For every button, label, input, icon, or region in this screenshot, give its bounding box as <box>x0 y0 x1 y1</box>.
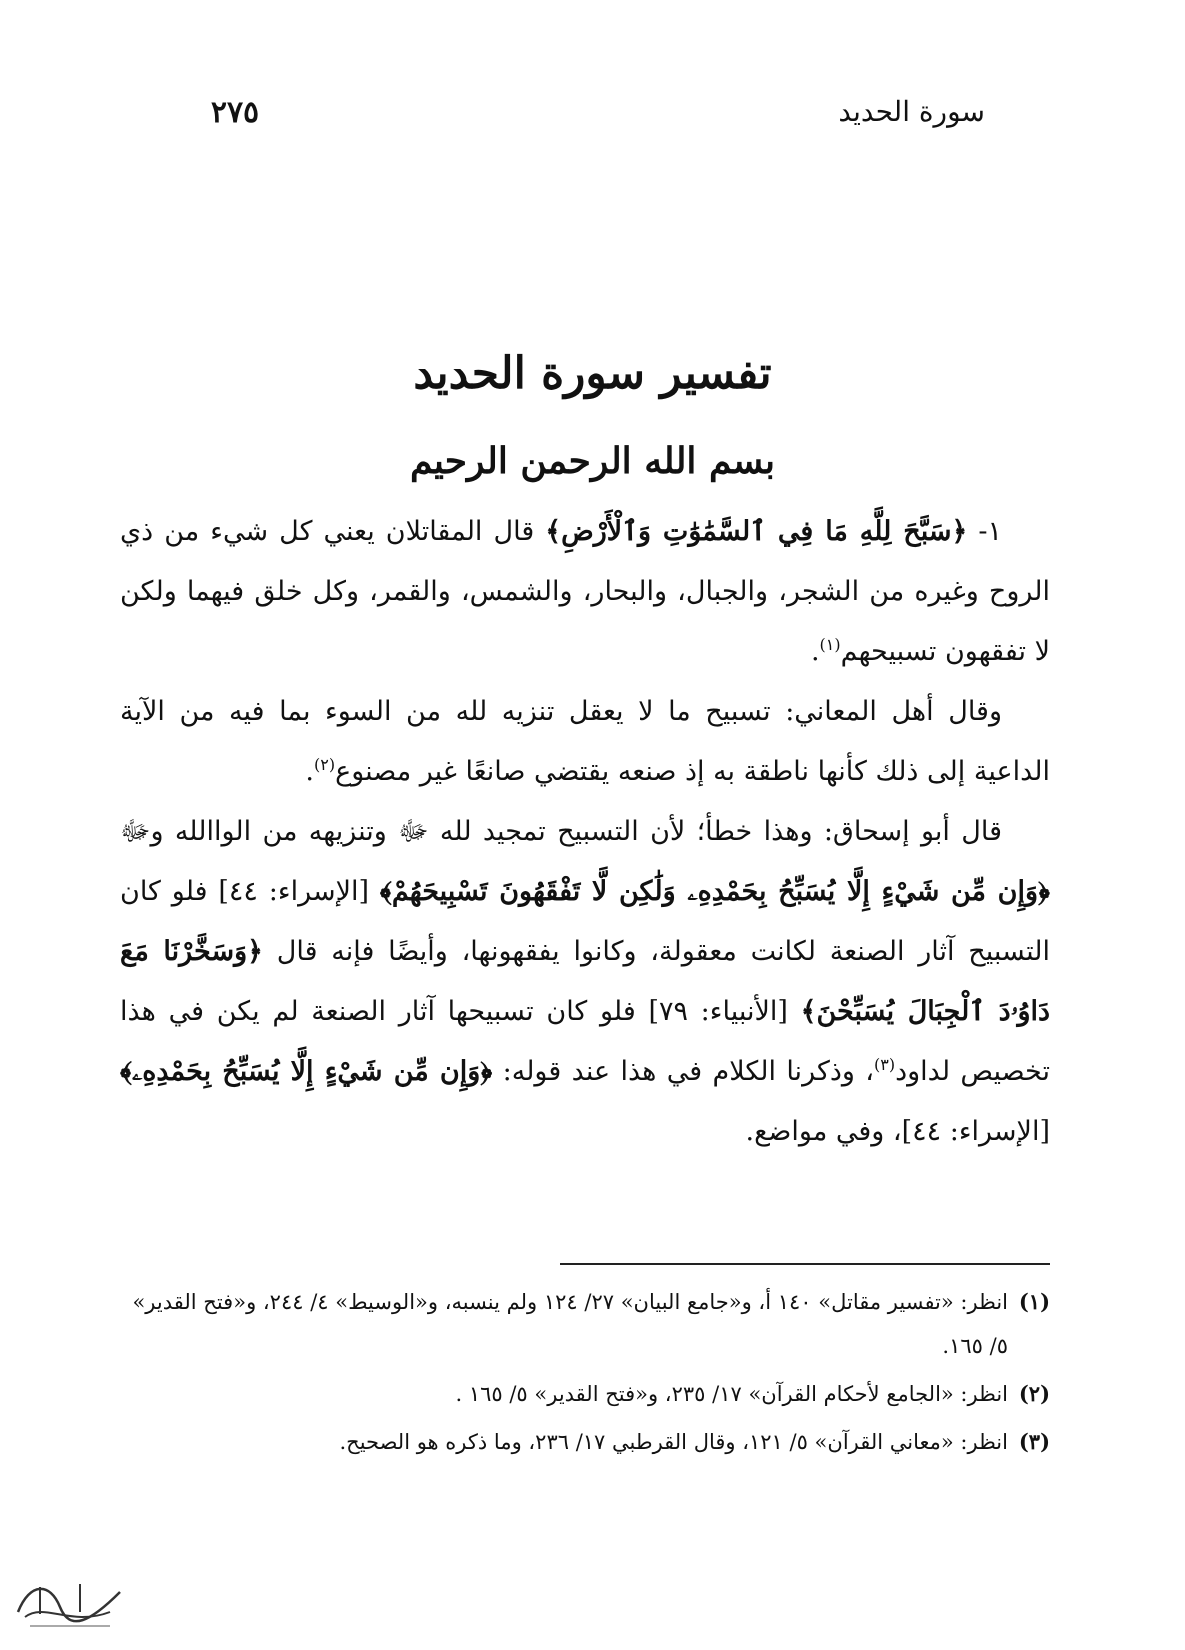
basmala: بسم الله الرحمن الرحيم <box>409 440 776 482</box>
running-header-surah: سورة الحديد <box>838 95 985 128</box>
footnote-number: (٣) <box>1018 1429 1050 1454</box>
verse-number: ١- <box>967 516 1002 547</box>
footnote-text: انظر: «الجامع لأحكام القرآن» ١٧/ ٢٣٥، و«فتح القدير» ٥/ ١٦٥ . <box>455 1382 1008 1406</box>
quran-verse: ﴿وَإِن مِّن شَيْءٍ إِلَّا يُسَبِّحُ بِحَمْدِهِۦ وَلَٰكِن لَّا تَفْقَهُونَ تَسْبِيحَهُمْ﴾ <box>379 876 1050 907</box>
paragraph-end: . <box>305 756 314 787</box>
paragraph-text: [الإسراء: ٤٤] فلو كان التسبيح آثار الصنعة لكانت معقولة، وكانوا يفقهونها، وأيضًا فإنه قال <box>120 876 1050 967</box>
footnote-separator <box>560 1263 1050 1265</box>
paragraph-end: . <box>810 636 820 667</box>
paragraph-text: ، وذكرنا الكلام في هذا عند قوله: <box>492 1056 874 1087</box>
quran-verse: ﴿وَسَخَّرْنَا مَعَ دَاوُۥدَ ٱلْجِبَالَ يُسَبِّحْنَ﴾ <box>120 936 1051 1027</box>
quran-verse: ﴿وَإِن مِّن شَيْءٍ إِلَّا يُسَبِّحُ بِحَمْدِهِۦ﴾ <box>120 1056 493 1087</box>
paragraph-2 <box>120 682 1050 802</box>
library-logo-watermark <box>10 1572 130 1632</box>
paragraph-text: قال المقاتلان يعني كل شيء من ذي الروح وغيره من الشجر، والجبال، والبحار، والشمس، والقمر، وكل خلق فيهما ولكن لا تفقهون تسبيحهم <box>120 516 1050 667</box>
paragraph-text: [الإسراء: ٤٤]، وفي مواضع. <box>745 1116 1050 1147</box>
footnote-ref: (٢) <box>313 755 336 774</box>
footnote-number: (١) <box>1018 1289 1050 1314</box>
main-text <box>120 502 1050 1162</box>
footnote-ref: (١) <box>819 635 841 654</box>
footnote-ref: (٣) <box>873 1055 896 1074</box>
paragraph-text: [الأنبياء: ٧٩] فلو كان تسبيحها آثار الصنعة لم يكن في هذا تخصيص لداود <box>120 996 1050 1087</box>
footnote-text: انظر: «تفسير مقاتل» ١٤٠ أ، و«جامع البيان» ٢٧/ ١٢٤ ولم ينسبه، و«الوسيط» ٤/ ٢٤٤، و«فتح القدير» ٥/ ١٦٥. <box>132 1290 1008 1358</box>
paragraph-text: وقال أهل المعاني: تسبيح ما لا يعقل تنزيه لله من السوء بما فيه من الآية الداعية إلى ذلك كأنها ناطقة به إذ صنعه يقتضي صانعًا غير مصنوع <box>120 696 1050 787</box>
footnote-number: (٢) <box>1018 1381 1050 1406</box>
page-number: ٢٧٥ <box>210 95 260 130</box>
paragraph-3 <box>120 802 1050 1162</box>
quran-verse: ﴿سَبَّحَ لِلَّهِ مَا فِي ٱلسَّمَٰوَٰتِ وَٱلْأَرْضِ﴾ <box>545 516 968 547</box>
footnote-2 <box>120 1372 1050 1416</box>
paragraph-1 <box>120 502 1050 682</box>
chapter-title: تفسير سورة الحديد <box>413 348 772 399</box>
footnote-text: انظر: «معاني القرآن» ٥/ ١٢١، وقال القرطبي ١٧/ ٢٣٦، وما ذكره هو الصحيح. <box>339 1430 1008 1454</box>
footnote-1 <box>120 1280 1050 1368</box>
footnotes <box>120 1280 1050 1468</box>
footnote-3 <box>120 1420 1050 1464</box>
paragraph-text: قال أبو إسحاق: وهذا خطأ؛ لأن التسبيح تمجيد لله ﷻ وتنزيهه من الواالله وﷻ <box>120 816 1002 847</box>
